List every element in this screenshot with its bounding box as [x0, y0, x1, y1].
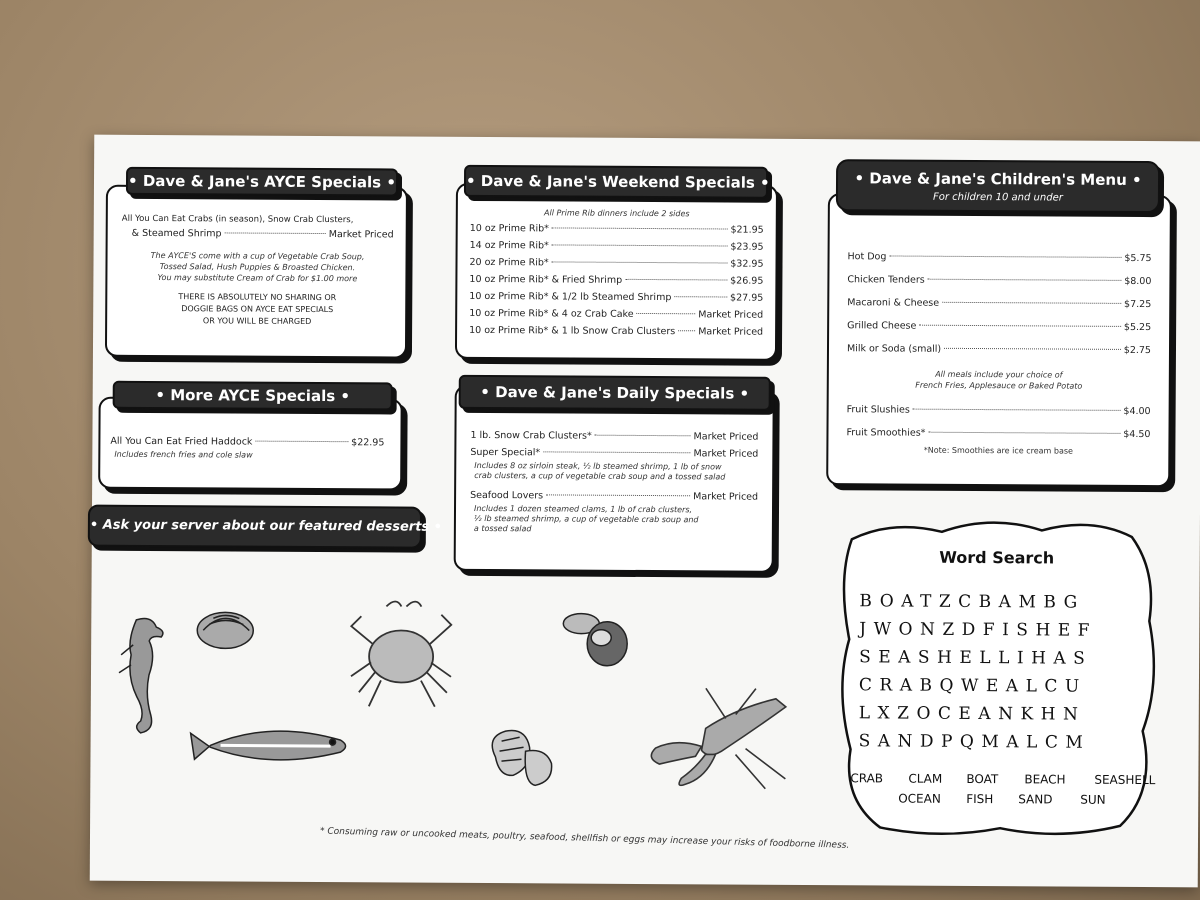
weekend-intro: All Prime Rib dinners include 2 sides: [544, 208, 690, 219]
seahorse-icon: [119, 618, 163, 733]
daily-item-super-special: Super Special* Market Priced: [470, 446, 759, 460]
ayce-warning: THERE IS ABSOLUTELY NO SHARING OR: [178, 292, 337, 303]
childrens-menu-title: • Dave & Jane's Children's Menu • For children 10 and under: [836, 159, 1160, 213]
crab-icon: [351, 601, 452, 707]
weekend-items: [469, 220, 764, 341]
kids-item: Grilled Cheese $5.25: [847, 320, 1152, 334]
weekend-item: 10 oz Prime Rib* & 4 oz Crab Cake Market Priced: [469, 307, 764, 321]
weekend-specials-title: • Dave & Jane's Weekend Specials •: [464, 165, 768, 199]
oyster-icon: [563, 613, 627, 665]
grid-row: SANDPQMALCM: [858, 731, 1091, 753]
word-search-title: Word Search: [939, 547, 1055, 568]
childrens-menu-box: Hot Dog $5.75 Chicken Tenders $8.00 Macaroni & Cheese $7.25 Grilled Cheese $5.25 Milk or Soda (small) $2.75 All meals include your choice of French Fries, Applesauce or Baked Potato Fruit Slushies $4.00 Fruit Smoothies* $4.50 *Note: Smoothies are ice cream base: [826, 193, 1172, 487]
word-search-grid: [859, 587, 1098, 756]
word-search: [830, 509, 1162, 841]
grid-row: SEASHELLIHAS: [859, 647, 1093, 669]
menu-placemat: [90, 135, 1200, 888]
kids-drink: Fruit Smoothies* $4.50: [846, 427, 1151, 441]
grid-row: JWONZDFISHEF: [859, 619, 1098, 641]
weekend-item: 10 oz Prime Rib* & 1/2 lb Steamed Shrimp $27.95: [469, 290, 764, 304]
grid-row: BOATZCBAMBG: [859, 591, 1085, 613]
weekend-item: 10 oz Prime Rib* $21.95: [469, 222, 764, 236]
kids-item: Chicken Tenders $8.00: [847, 274, 1152, 288]
kids-sides-note: All meals include your choice of: [935, 369, 1063, 380]
lobster-icon: [651, 688, 786, 789]
weekend-specials-box: [455, 183, 778, 361]
ayce-specials-box: All You Can Eat Crabs (in season), Snow Crab Clusters, & Steamed Shrimp Market Priced The AYCE'S come with a cup of Vegetable Crab Soup, Tossed Salad, Hush Puppies & Broasted Chicken. You may substitute Cream of Crab for $1.00 more THERE IS ABSOLUTELY NO SHARING OR DOGGIE BAGS ON AYCE EAT SPECIALS OR YOU WILL BE CHARGED: [105, 185, 408, 359]
kids-item: Milk or Soda (small) $2.75: [846, 343, 1152, 357]
more-ayce-box: All You Can Eat Fried Haddock $22.95 Includes french fries and cole slaw: [98, 397, 403, 491]
kids-drink: Fruit Slushies $4.00: [846, 404, 1151, 418]
sea-illustrations: [90, 585, 811, 819]
daily-specials-title: • Dave & Jane's Daily Specials •: [459, 375, 771, 411]
kids-item: Macaroni & Cheese $7.25: [847, 297, 1152, 311]
shrimp-icon: [492, 730, 552, 785]
grid-row: LXZOCEANKHN: [858, 703, 1086, 725]
weekend-item: 20 oz Prime Rib* $32.95: [469, 256, 764, 270]
daily-item-seafood-lovers: Seafood Lovers Market Priced: [470, 489, 759, 503]
more-ayce-title: • More AYCE Specials •: [113, 381, 393, 411]
ayce-specials-title: • Dave & Jane's AYCE Specials •: [126, 167, 398, 197]
desserts-banner: • Ask your server about our featured desserts •: [88, 505, 422, 549]
fish-icon: [190, 731, 345, 761]
ayce-line1: All You Can Eat Crabs (in season), Snow Crab Clusters,: [121, 213, 354, 226]
word-list-row1: CRAB CLAM BOAT BEACH SEASHELL: [850, 771, 1156, 788]
ayce-line2: & Steamed Shrimp Market Priced: [131, 227, 394, 241]
ayce-note: The AYCE'S come with a cup of Vegetable Crab Soup,: [150, 250, 365, 262]
food-safety-disclaimer: * Consuming raw or uncooked meats, poultry, seafood, shellfish or eggs may increase your risks of foodborne illness.: [319, 826, 850, 851]
word-list-row2: OCEAN FISH SAND SUN: [898, 791, 1106, 807]
daily-specials-box: 1 lb. Snow Crab Clusters* Market Priced Super Special* Market Priced Includes 8 oz sirloin steak, ½ lb steamed shrimp, 1 lb of snow crab clusters, a cup of vegetable crab soup and a tossed salad Seafood Lovers Market Priced Includes 1 dozen steamed clams, 1 lb of crab clusters, ½ lb steamed shrimp, a cup of vegetable crab soup and a tossed salad: [454, 385, 775, 573]
haddock-item: All You Can Eat Fried Haddock $22.95: [110, 435, 385, 449]
weekend-item: 10 oz Prime Rib* & Fried Shrimp $26.95: [469, 273, 764, 287]
smoothie-note: *Note: Smoothies are ice cream base: [923, 445, 1074, 456]
weekend-item: 14 oz Prime Rib* $23.95: [469, 239, 764, 253]
grid-row: CRABQWEALCU: [858, 675, 1087, 697]
kids-item: Hot Dog $5.75: [847, 251, 1152, 265]
clam-icon: [197, 612, 253, 648]
daily-item-snow-crab: 1 lb. Snow Crab Clusters* Market Priced: [470, 429, 759, 443]
weekend-item: 10 oz Prime Rib* & 1 lb Snow Crab Clusters Market Priced: [469, 324, 764, 338]
